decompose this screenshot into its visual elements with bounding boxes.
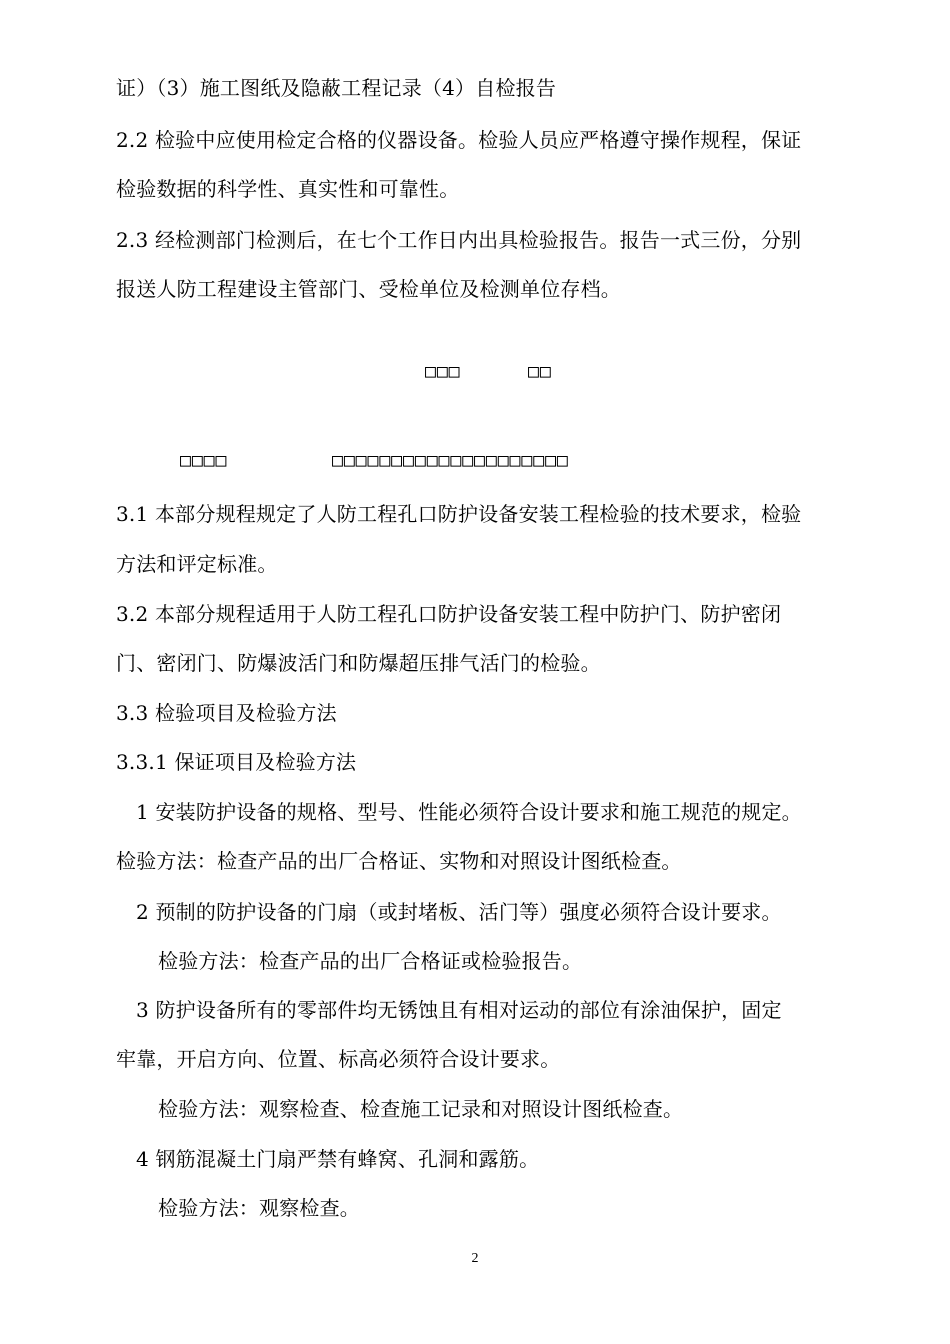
item-1-method: 检验方法：检查产品的出厂合格证、实物和对照设计图纸检查。 bbox=[116, 849, 682, 873]
clause-3-3-1-heading: 3.3.1 保证项目及检验方法 bbox=[116, 750, 357, 774]
item-4-line-1: 4 钢筋混凝土门扇严禁有蜂窝、孔洞和露筋。 bbox=[136, 1147, 540, 1171]
item-2-line-1: 2 预制的防护设备的门扇（或封堵板、活门等）强度必须符合设计要求。 bbox=[136, 900, 782, 924]
item-3-method: 检验方法：观察检查、检查施工记录和对照设计图纸检查。 bbox=[158, 1097, 684, 1121]
item-3-line-2: 牢靠，开启方向、位置、标高必须符合设计要求。 bbox=[116, 1047, 561, 1071]
paragraph-2-3-line-1: 2.3 经检测部门检测后，在七个工作日内出具检验报告。报告一式三份，分别 bbox=[116, 228, 802, 252]
paragraph-2-2-line-2: 检验数据的科学性、真实性和可靠性。 bbox=[116, 177, 460, 201]
item-2-method: 检验方法：检查产品的出厂合格证或检验报告。 bbox=[158, 949, 583, 973]
paragraph-line-certificate-items: 证）（3）施工图纸及隐蔽工程记录（4）自检报告 bbox=[116, 76, 557, 100]
section-heading-title: □□ bbox=[528, 361, 552, 382]
clause-3-1-line-1: 3.1 本部分规程规定了人防工程孔口防护设备安装工程检验的技术要求，检验 bbox=[116, 502, 802, 526]
clause-3-3-heading: 3.3 检验项目及检验方法 bbox=[116, 701, 337, 725]
subsection-heading-title: □□□□□□□□□□□□□□□□□□□□ bbox=[332, 450, 569, 471]
clause-3-2-line-1: 3.2 本部分规程适用于人防工程孔口防护设备安装工程中防护门、防护密闭 bbox=[116, 602, 782, 626]
subsection-heading-number: □□□□ bbox=[180, 450, 228, 471]
clause-3-2-line-2: 门、密闭门、防爆波活门和防爆超压排气活门的检验。 bbox=[116, 651, 601, 675]
item-1-line-1: 1 安装防护设备的规格、型号、性能必须符合设计要求和施工规范的规定。 bbox=[136, 800, 802, 824]
section-heading-number: □□□ bbox=[425, 361, 461, 382]
paragraph-2-3-line-2: 报送人防工程建设主管部门、受检单位及检测单位存档。 bbox=[116, 277, 621, 301]
item-4-method: 检验方法：观察检查。 bbox=[158, 1196, 360, 1220]
page-number: 2 bbox=[471, 1251, 479, 1266]
paragraph-2-2-line-1: 2.2 检验中应使用检定合格的仪器设备。检验人员应严格遵守操作规程，保证 bbox=[116, 128, 802, 152]
item-3-line-1: 3 防护设备所有的零部件均无锈蚀且有相对运动的部位有涂油保护，固定 bbox=[136, 998, 782, 1022]
clause-3-1-line-2: 方法和评定标准。 bbox=[116, 552, 278, 576]
